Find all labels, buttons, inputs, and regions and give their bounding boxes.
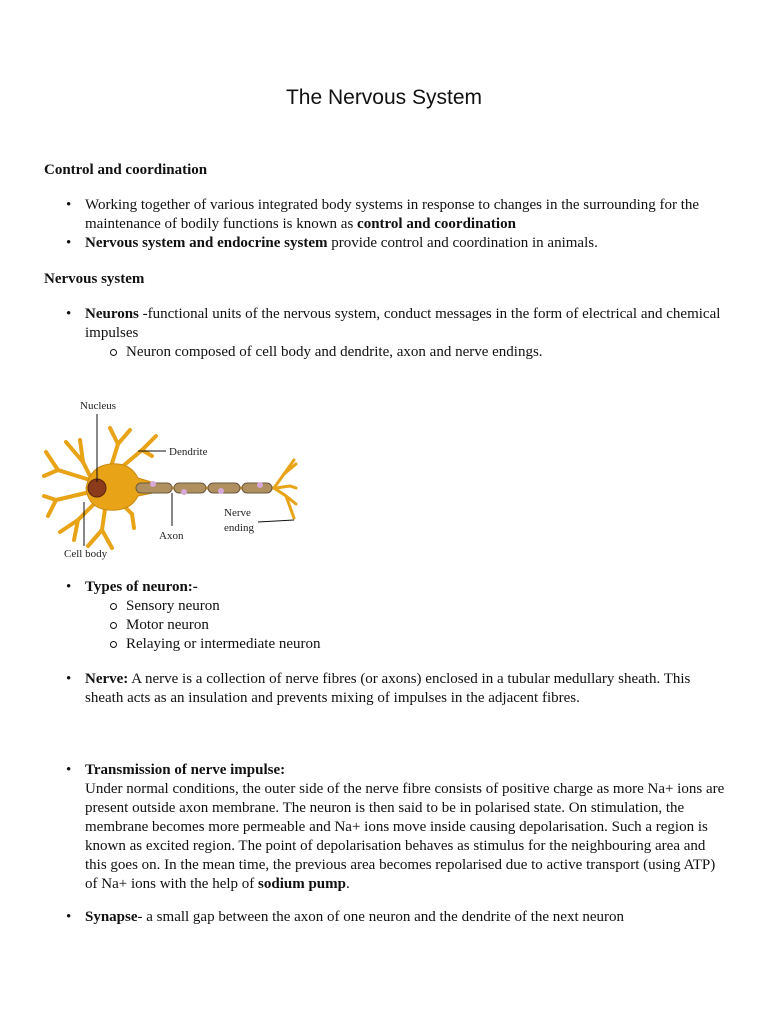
label-nerve: Nerve xyxy=(224,507,251,519)
sub-list-item: Relaying or intermediate neuron xyxy=(107,635,726,654)
types-bullet-list xyxy=(66,578,726,654)
label-axon: Axon xyxy=(159,530,184,542)
bullet-text: provide control and coordination in animals. xyxy=(327,235,598,251)
sub-list xyxy=(85,597,726,654)
myelin-sheaths xyxy=(136,483,272,493)
nerve-endings xyxy=(274,460,296,518)
transmission-heading: Transmission of nerve impulse: xyxy=(85,762,286,778)
control-bullet-list xyxy=(66,196,726,253)
nerve-bullet-list xyxy=(66,670,726,708)
page-title: The Nervous System xyxy=(285,86,483,109)
section-heading-control: Control and coordination xyxy=(44,162,208,178)
list-item xyxy=(66,305,726,362)
list-item xyxy=(66,196,726,234)
list-item xyxy=(66,578,726,654)
types-heading: Types of neuron:- xyxy=(85,579,198,595)
sub-list-item: Motor neuron xyxy=(107,616,726,635)
bullet-text: A nerve is a collection of nerve fibres (or axons) enclosed in a tubular medullary sheath. This sheath acts as an insulation and prevents mixing of impulses in the adjacent fibres. xyxy=(85,671,691,706)
label-nucleus: Nucleus xyxy=(80,400,117,412)
bullet-text: -functional units of the nervous system, conduct messages in the form of electrical and chemical impulses xyxy=(85,306,721,341)
section-heading-nervous-system: Nervous system xyxy=(44,271,145,287)
sub-list-item: Neuron composed of cell body and dendrite, axon and nerve endings. xyxy=(107,343,726,362)
neuron-diagram xyxy=(38,392,308,564)
label-cell-body: Cell body xyxy=(64,548,108,560)
list-item xyxy=(66,761,726,894)
bullet-text: Working together of various integrated body systems in response to changes in the surrounding for the maintenance of bodily functions is known as xyxy=(85,197,700,232)
transmission-text: Under normal conditions, the outer side of the nerve fibre consists of positive charge as more Na+ ions are present outside axon membrane. The neuron is then said to be in polarised state. On stimulation, the membrane becomes more permeable and Na+ ions move inside causing depolarisation. Such a region is known as excited region. The point of depolarisation behaves as stimulus for the neighbouring area and this goes on. In the mean time, the previous area becomes repolarised due to active transport (using ATP) of Na+ ions with the help of xyxy=(85,781,725,892)
list-item xyxy=(66,234,726,253)
bullet-bold: sodium pump xyxy=(258,876,346,892)
sub-list xyxy=(85,343,726,362)
bullet-bold: Nerve: xyxy=(85,671,129,687)
list-item xyxy=(66,908,726,927)
transmission-bullet-list xyxy=(66,761,726,894)
list-item xyxy=(66,670,726,708)
bullet-bold: Neurons xyxy=(85,306,139,322)
bullet-bold: Synapse xyxy=(85,909,138,925)
synapse-bullet-list xyxy=(66,908,726,927)
sub-list-item: Sensory neuron xyxy=(107,597,726,616)
neurons-bullet-list xyxy=(66,305,726,362)
label-dendrite: Dendrite xyxy=(169,446,208,458)
bullet-bold: control and coordination xyxy=(357,216,516,232)
bullet-text: - a small gap between the axon of one neuron and the dendrite of the next neuron xyxy=(137,909,625,925)
label-ending: ending xyxy=(224,522,254,534)
bullet-bold: Nervous system and endocrine system xyxy=(85,235,328,251)
bullet-text: . xyxy=(345,876,350,892)
